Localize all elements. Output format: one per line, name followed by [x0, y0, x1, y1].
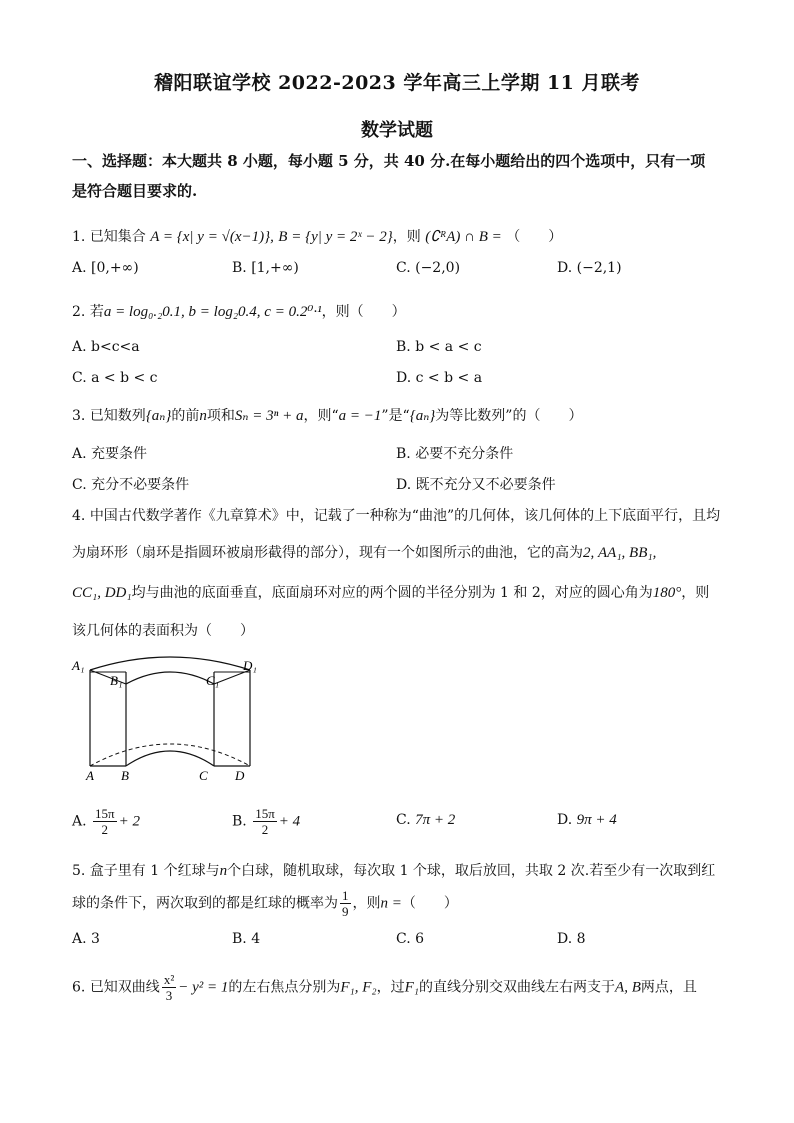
q4-text-line3: 均与曲池的底面垂直，底面扇环对应的两个圆的半径分别为 1 和 2，对应的圆心角为 [131, 585, 653, 601]
q4-option-c-label: C. [396, 812, 411, 828]
q1-expression: (∁ᴿA) ∩ B = [425, 229, 502, 245]
question-4-line2 [72, 542, 722, 562]
q3-text1: 已知数列 [89, 408, 146, 424]
q4-option-c-expr: 7π + 2 [415, 812, 456, 828]
q2-option-d[interactable]: D. c < b < a [396, 370, 483, 386]
q1-option-d[interactable]: D. (−2,1) [557, 260, 622, 276]
q3-n: n [199, 408, 207, 424]
q6-text5: 两点，且 [640, 979, 697, 996]
q1-option-b[interactable]: B. [1,+∞) [232, 260, 299, 276]
q5-option-d[interactable]: D. 8 [557, 931, 586, 947]
q4-edges-1: 2, AA₁, BB₁, [583, 545, 657, 561]
section-heading [72, 146, 722, 206]
q6-f1: F₁ [404, 979, 420, 996]
q4-text-line1: 中国古代数学著作《九章算术》中，记载了一种称为“曲池”的几何体，该几何体的上下底面平行，且均 [89, 508, 721, 524]
q5-text2: 个白球，随机取球，每次取 1 个球，取后放回，共取 2 次.若至少有一次取到红 [227, 863, 716, 879]
q1-comma: , [270, 229, 274, 245]
q2-expression: a = log₀.₂0.1, b = log₂0.4, c = 0.2⁰·¹ [103, 304, 322, 320]
q6-fraction [162, 972, 176, 1003]
q4-option-a-tail: + 2 [118, 813, 140, 830]
q3-sequence-2: {aₙ} [409, 408, 436, 424]
bottom-spacer [90, 766, 250, 774]
q4-option-b-num: 15π [255, 806, 275, 821]
q4-option-b-tail: + 4 [278, 813, 301, 830]
q3-condition: a = −1 [338, 408, 382, 424]
q4-option-a[interactable] [72, 806, 140, 837]
q2-number: 2. [72, 304, 86, 320]
q3-text2: 的前 [171, 408, 200, 424]
q4-option-a-num: 15π [95, 806, 115, 821]
q2-option-a[interactable]: A. b<c<a [72, 339, 140, 355]
outer-bottom-arc-hidden [90, 744, 250, 766]
q1-mid: ，则 [392, 229, 421, 245]
q4-option-b-fraction [253, 806, 277, 837]
page-subtitle: 数学试题 [361, 120, 433, 141]
label-c1: C₁ [206, 673, 220, 688]
curved-pool-figure [70, 652, 270, 782]
q3-text4: ，则“ [303, 408, 339, 424]
q6-text3: ，过 [376, 979, 405, 996]
q5-fraction [340, 888, 351, 919]
q4-option-a-den: 2 [101, 822, 109, 837]
q3-option-a[interactable]: A. 充要条件 [72, 446, 148, 462]
q6-equation: − y² = 1 [178, 979, 229, 996]
q5-text4: ，则 [352, 895, 381, 912]
question-4-line4: 该几何体的表面积为（ ） [72, 623, 254, 639]
q4-option-b-den: 2 [261, 822, 269, 837]
q3-option-b[interactable]: B. 必要不充分条件 [396, 446, 514, 462]
q1-set-a: A = {x| y = √(x−1)} [150, 229, 271, 245]
q5-option-a[interactable]: A. 3 [72, 931, 100, 947]
q6-text1: 已知双曲线 [89, 979, 160, 996]
q4-number: 4. [72, 508, 86, 524]
q4-option-c[interactable] [396, 812, 455, 829]
q4-option-b[interactable] [232, 806, 300, 837]
q6-text2: 的左右焦点分别为 [228, 979, 341, 996]
q3-text5: ”是“ [381, 408, 410, 424]
q5-number: 5. [72, 863, 86, 879]
label-d: D [235, 768, 245, 782]
question-5-line1 [72, 860, 722, 880]
q6-frac-den: 3 [165, 988, 173, 1003]
q3-number: 3. [72, 408, 86, 424]
question-4-line3 [72, 582, 722, 602]
q5-frac-num: 1 [342, 888, 349, 903]
q5-frac-den: 9 [342, 904, 349, 919]
q4-text-line2: 为扇环形（扇环是指圆环被扇形截得的部分），现有一个如图所示的曲池，它的高为 [72, 545, 583, 561]
q5-paren: （ ） [401, 895, 458, 912]
q2-suffix: ，则（ ） [321, 304, 406, 320]
label-a: A [86, 768, 94, 782]
q1-number: 1. [72, 229, 86, 245]
q5-n: n [219, 863, 228, 879]
label-b: B [121, 768, 129, 782]
q2-option-c[interactable]: C. a < b < c [72, 370, 158, 386]
q5-option-c[interactable]: C. 6 [396, 931, 425, 947]
q4-option-d-expr: 9π + 4 [576, 812, 617, 828]
q4-edges-2: CC₁, DD₁ [72, 585, 132, 601]
q3-option-d[interactable]: D. 既不充分又不必要条件 [396, 477, 556, 493]
q6-points: A, B [615, 979, 641, 996]
q3-option-c[interactable]: C. 充分不必要条件 [72, 477, 190, 493]
question-2 [72, 301, 722, 321]
q3-sequence: {aₙ} [145, 408, 172, 424]
label-d1: D₁ [243, 658, 257, 673]
question-4-line1 [72, 505, 722, 525]
q3-text6: 为等比数列”的（ ） [435, 408, 583, 424]
label-a1: A₁ [72, 658, 85, 673]
question-6 [72, 972, 722, 1003]
q4-option-d[interactable] [557, 812, 617, 829]
q4-text-line3-end: ，则 [681, 585, 710, 601]
q4-option-a-fraction [93, 806, 117, 837]
question-3 [72, 405, 722, 425]
outer-top-arc [90, 657, 250, 670]
section-heading-line2: 是符合题目要求的. [72, 182, 198, 200]
label-c: C [199, 768, 208, 782]
q5-text3: 球的条件下，两次取到的都是红球的概率为 [72, 895, 338, 912]
q4-option-b-label: B. [232, 813, 247, 830]
q3-text3: 项和 [206, 408, 235, 424]
label-b1: B₁ [110, 673, 123, 688]
q6-foci: F₁, F₂ [340, 979, 377, 996]
q6-text4: 的直线分别交双曲线左右两支于 [419, 979, 616, 996]
inner-bottom-arc [126, 751, 214, 766]
q5-option-b[interactable]: B. 4 [232, 931, 261, 947]
q1-prefix: 已知集合 [89, 229, 146, 245]
q5-text1: 盒子里有 1 个红球与 [89, 863, 220, 879]
section-heading-line1: 一、选择题：本大题共 8 小题，每小题 5 分，共 40 分.在每小题给出的四个选项中，只有一项 [72, 152, 706, 170]
q2-option-b[interactable]: B. b < a < c [396, 339, 482, 355]
q1-option-a[interactable]: A. [0,+∞) [72, 260, 139, 276]
q2-prefix: 若 [89, 304, 104, 320]
q4-option-a-label: A. [72, 813, 87, 830]
question-5-line2 [72, 888, 722, 919]
question-1 [72, 226, 722, 246]
q1-set-b: B = {y| y = 2ˣ − 2} [278, 229, 393, 245]
q6-number: 6. [72, 979, 86, 996]
inner-top-arc [126, 672, 214, 684]
q4-option-d-label: D. [557, 812, 573, 828]
q1-option-c[interactable]: C. (−2,0) [396, 260, 461, 276]
q4-angle: 180° [652, 585, 682, 601]
q1-paren: （ ） [506, 229, 563, 245]
q3-sum: Sₙ = 3ⁿ + a [234, 408, 304, 424]
q6-frac-num: x² [163, 972, 175, 987]
q5-n-eq: n = [380, 895, 402, 912]
page-title: 稽阳联谊学校 2022-2023 学年高三上学期 11 月联考 [153, 72, 641, 94]
